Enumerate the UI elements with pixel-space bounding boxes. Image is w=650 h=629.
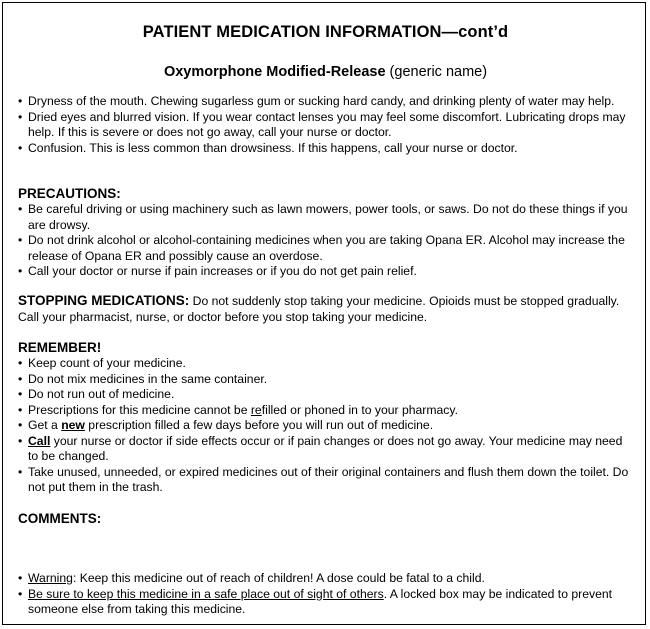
list-item: • Take unused, unneeded, or expired medicines out of their original containers and flush them down the toilet. Do not put them in the trash.	[18, 465, 633, 496]
list-item: • Be careful driving or using machinery such as lawn mowers, power tools, or saws. Do not do these things if you are drowsy.	[18, 202, 633, 233]
stopping-heading: STOPPING MEDICATIONS:	[18, 293, 190, 308]
item-text: Get a	[28, 418, 62, 432]
document-frame	[2, 2, 646, 625]
warnings-section	[18, 571, 633, 618]
item-text: your nurse or doctor if side effects occur or if pain changes or does not go away. Your medicine may need to be changed.	[28, 433, 623, 463]
precautions-heading: PRECAUTIONS:	[18, 186, 121, 201]
stopping-text: Do not suddenly stop taking your medicine. Opioids must be stopped gradually. Call your pharmacist, nurse, or doctor before you stop taking your medicine.	[18, 294, 620, 324]
emphasis-text: Call	[28, 433, 51, 448]
remember-section	[18, 340, 633, 496]
underlined-text: re	[250, 402, 262, 417]
warning-item	[18, 571, 633, 587]
side-effects-section	[18, 94, 633, 156]
remember-heading: REMEMBER!	[18, 340, 102, 355]
item-text: filled or phoned in to your pharmacy.	[261, 402, 458, 417]
list-item	[18, 434, 633, 465]
list-item: • Do not mix medicines in the same container.	[18, 372, 633, 388]
list-item: • Dried eyes and blurred vision. If you wear contact lenses you may feel some discomfort. Lubricating drops may help. If this is severe or does not go away, call your nurse or doctor.	[18, 110, 633, 141]
list-item: • Dryness of the mouth. Chewing sugarless gum or sucking hard candy, and drinking plenty of water may help.	[18, 94, 633, 110]
list-item: • Confusion. This is less common than drowsiness. If this happens, call your nurse or doctor.	[18, 141, 633, 157]
list-item	[18, 418, 633, 434]
stopping-section	[18, 293, 633, 325]
warning-text: : Keep this medicine out of reach of children! A dose could be fatal to a child.	[72, 571, 485, 585]
generic-label: (generic name)	[389, 64, 488, 80]
drug-subtitle	[18, 64, 633, 80]
page-title: PATIENT MEDICATION INFORMATION—cont’d	[142, 23, 509, 41]
warning-item	[18, 587, 633, 618]
list-item: • Do not drink alcohol or alcohol-containing medicines when you are taking Opana ER. Alcohol may increase the release of Opana ER and possibly cause an overdose.	[18, 233, 633, 264]
list-item	[18, 403, 633, 419]
item-text: prescription filled a few days before you will run out of medicine.	[84, 418, 434, 432]
list-item: • Do not run out of medicine.	[18, 387, 633, 403]
comments-section	[18, 511, 633, 527]
list-item: • Call your doctor or nurse if pain increases or if you do not get pain relief.	[18, 264, 633, 280]
warning-label: Warning	[28, 571, 73, 585]
item-text: Prescriptions for this medicine cannot be	[28, 402, 251, 417]
emphasis-text: new	[61, 418, 85, 432]
precautions-section	[18, 186, 633, 280]
list-item: • Keep count of your medicine.	[18, 356, 633, 372]
drug-name: Oxymorphone Modified-Release	[163, 64, 386, 80]
warning-emphasis: Be sure to keep this medicine in a safe place out of sight of others	[28, 586, 384, 601]
warning-text: . A locked box may be indicated to prevent someone else from taking this medicine.	[28, 586, 613, 616]
comments-heading: COMMENTS:	[18, 511, 102, 526]
